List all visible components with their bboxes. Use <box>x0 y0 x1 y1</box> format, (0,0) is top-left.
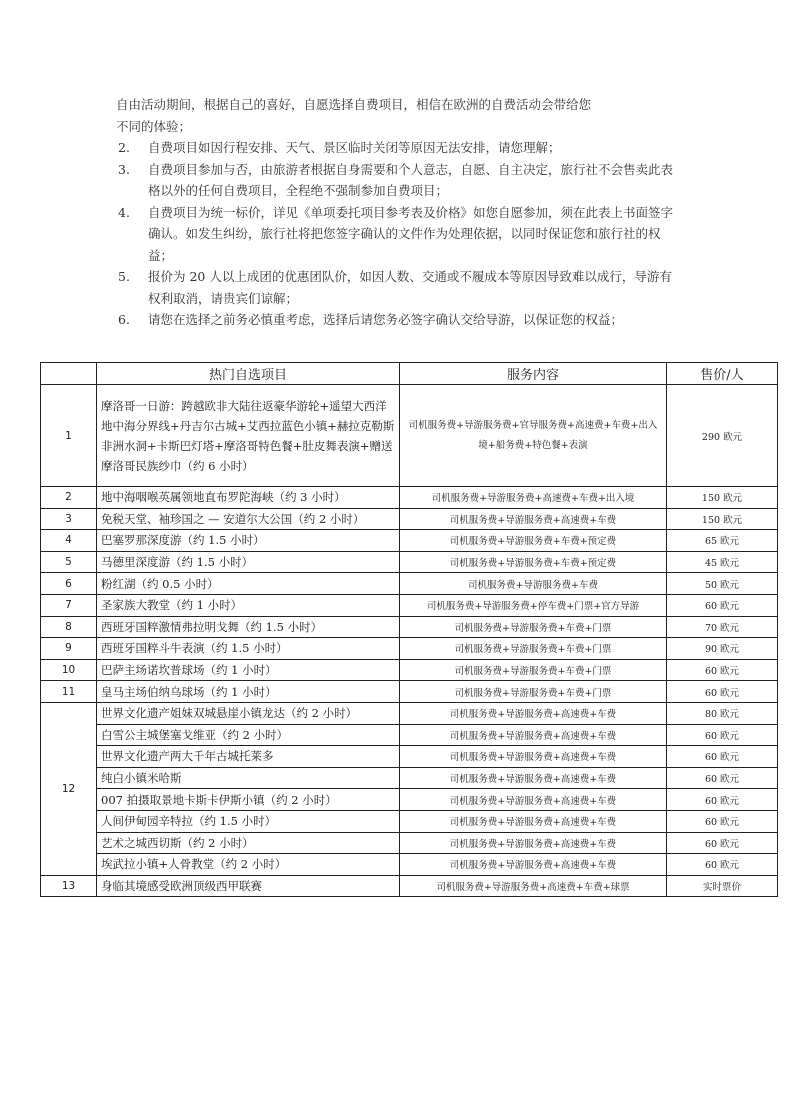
row-number: 13 <box>41 875 97 897</box>
service-content: 司机服务费+导游服务费+车费+预定费 <box>400 551 667 573</box>
table-row <box>41 875 778 897</box>
service-content: 司机服务费+导游服务费+车费+门票 <box>400 638 667 660</box>
service-content: 司机服务费+导游服务费+官导服务费+高速费+车费+出入境+船务费+特色餐+表演 <box>400 385 667 487</box>
price: 60 欧元 <box>667 594 778 616</box>
service-content: 司机服务费+导游服务费+车费+门票 <box>400 681 667 703</box>
service-content: 司机服务费+导游服务费+高速费+车费 <box>400 724 667 746</box>
price: 150 欧元 <box>667 487 778 509</box>
service-content: 司机服务费+导游服务费+车费+门票 <box>400 616 667 638</box>
price: 实时票价 <box>667 875 778 897</box>
table-row <box>41 573 778 595</box>
price: 60 欧元 <box>667 789 778 811</box>
row-number: 6 <box>41 573 97 595</box>
service-content: 司机服务费+导游服务费+车费 <box>400 573 667 595</box>
note-number: 3. <box>118 161 130 177</box>
table-row <box>41 616 778 638</box>
item-name: 世界文化遗产两大千年古城托莱多 <box>97 746 400 768</box>
table-row <box>41 508 778 530</box>
item-name: 西班牙国粹斗牛表演（约 1.5 小时） <box>97 638 400 660</box>
row-number: 1 <box>41 385 97 487</box>
service-content: 司机服务费+导游服务费+车费+预定费 <box>400 530 667 552</box>
table-row <box>41 594 778 616</box>
row-number: 7 <box>41 594 97 616</box>
service-content: 司机服务费+导游服务费+高速费+车费 <box>400 767 667 789</box>
price: 70 欧元 <box>667 616 778 638</box>
note-item <box>116 266 676 309</box>
price: 50 欧元 <box>667 573 778 595</box>
price: 60 欧元 <box>667 681 778 703</box>
service-content: 司机服务费+导游服务费+高速费+车费+出入境 <box>400 487 667 509</box>
item-name: 埃武拉小镇+人骨教堂（约 2 小时） <box>97 854 400 876</box>
service-content: 司机服务费+导游服务费+高速费+车费 <box>400 832 667 854</box>
row-number: 2 <box>41 487 97 509</box>
note-text: 报价为 20 人以上成团的优惠团队价，如因人数、交通或不履成本等原因导致难以成行，导游有权利取消，请贵宾们谅解； <box>148 269 672 306</box>
table-row <box>41 530 778 552</box>
table-header-row <box>41 363 778 385</box>
table-row <box>41 385 778 487</box>
price: 65 欧元 <box>667 530 778 552</box>
service-content: 司机服务费+导游服务费+高速费+车费 <box>400 789 667 811</box>
note-item <box>116 202 676 267</box>
item-name: 巴萨主场诺坎普球场（约 1 小时） <box>97 659 400 681</box>
price: 60 欧元 <box>667 810 778 832</box>
note-item <box>116 137 676 159</box>
table-row <box>41 746 778 768</box>
note-number: 4. <box>118 204 130 220</box>
row-number: 12 <box>41 702 97 875</box>
row-number: 10 <box>41 659 97 681</box>
table-row <box>41 487 778 509</box>
table-row <box>41 638 778 660</box>
price: 45 欧元 <box>667 551 778 573</box>
note-item <box>116 309 676 331</box>
service-content: 司机服务费+导游服务费+高速费+车费 <box>400 810 667 832</box>
notes-section <box>116 94 676 331</box>
note-text: 请您在选择之前务必慎重考虑，选择后请您务必签字确认交给导游，以保证您的权益； <box>148 312 624 327</box>
note-number: 6. <box>118 312 130 327</box>
row-number: 5 <box>41 551 97 573</box>
note-intro-line: 自由活动期间，根据自己的喜好，自愿选择自费项目，相信在欧洲的自费活动会带给您 <box>116 97 592 112</box>
row-number: 8 <box>41 616 97 638</box>
note-number: 5. <box>118 269 130 284</box>
table-row <box>41 551 778 573</box>
note-text: 自费项目为统一标价，详见《单项委托项目参考表及价格》如您自愿参加，须在此表上书面签字确认。如发生纠纷，旅行社将把您签字确认的文件作为处理依据，以同时保证您和旅行社的权益； <box>148 204 674 263</box>
note-intro-line: 不同的体验； <box>116 118 192 134</box>
header-service: 服务内容 <box>400 363 667 385</box>
price: 90 欧元 <box>667 638 778 660</box>
note-text: 自费项目如因行程安排、天气、景区临时关闭等原因无法安排，请您理解； <box>148 140 561 155</box>
table-row <box>41 724 778 746</box>
table-row <box>41 659 778 681</box>
table-row <box>41 789 778 811</box>
service-content: 司机服务费+导游服务费+车费+门票 <box>400 659 667 681</box>
row-number: 11 <box>41 681 97 703</box>
item-name: 免税天堂、袖珍国之 — 安道尔大公国（约 2 小时） <box>97 508 400 530</box>
item-name: 身临其境感受欧洲顶级西甲联赛 <box>97 875 400 897</box>
item-name: 圣家族大教堂（约 1 小时） <box>97 594 400 616</box>
service-content: 司机服务费+导游服务费+高速费+车费 <box>400 702 667 724</box>
header-no <box>41 363 97 385</box>
service-content: 司机服务费+导游服务费+高速费+车费 <box>400 854 667 876</box>
item-name: 007 拍摄取景地卡斯卡伊斯小镇（约 2 小时） <box>97 789 400 811</box>
service-content: 司机服务费+导游服务费+高速费+车费 <box>400 508 667 530</box>
price: 60 欧元 <box>667 767 778 789</box>
item-name: 巴塞罗那深度游（约 1.5 小时） <box>97 530 400 552</box>
item-name: 摩洛哥一日游：跨越欧非大陆往返豪华游轮+遥望大西洋地中海分界线+丹吉尔古城+艾西拉蓝色小镇+赫拉克勒斯非洲水洞+卡斯巴灯塔+摩洛哥特色餐+肚皮舞表演+赠送摩洛哥民族纱巾（约 6 小时） <box>97 385 400 487</box>
price: 60 欧元 <box>667 724 778 746</box>
note-number: 2. <box>118 140 130 155</box>
item-name: 艺术之城西切斯（约 2 小时） <box>97 832 400 854</box>
item-name: 皇马主场伯纳乌球场（约 1 小时） <box>97 681 400 703</box>
row-number: 9 <box>41 638 97 660</box>
item-name: 马德里深度游（约 1.5 小时） <box>97 551 400 573</box>
item-name: 纯白小镇米哈斯 <box>97 767 400 789</box>
table-row <box>41 767 778 789</box>
note-item <box>116 159 676 202</box>
item-name: 人间伊甸园辛特拉（约 1.5 小时） <box>97 810 400 832</box>
item-name: 世界文化遗产姐妹双城悬崖小镇龙达（约 2 小时） <box>97 702 400 724</box>
header-price: 售价/人 <box>667 363 778 385</box>
item-name: 西班牙国粹激情弗拉明戈舞（约 1.5 小时） <box>97 616 400 638</box>
header-item: 热门自选项目 <box>97 363 400 385</box>
price: 60 欧元 <box>667 832 778 854</box>
service-content: 司机服务费+导游服务费+高速费+车费 <box>400 746 667 768</box>
note-text: 自费项目参加与否，由旅游者根据自身需要和个人意志，自愿、自主决定，旅行社不会售卖此表格以外的任何自费项目，全程绝不强制参加自费项目； <box>148 161 674 198</box>
item-name: 地中海咽喉英属领地直布罗陀海峡（约 3 小时） <box>97 487 400 509</box>
table-row <box>41 832 778 854</box>
row-number: 4 <box>41 530 97 552</box>
item-name: 白雪公主城堡塞戈维亚（约 2 小时） <box>97 724 400 746</box>
service-content: 司机服务费+导游服务费+高速费+车费+球票 <box>400 875 667 897</box>
row-number: 3 <box>41 508 97 530</box>
price: 60 欧元 <box>667 854 778 876</box>
item-name: 粉红湖（约 0.5 小时） <box>97 573 400 595</box>
service-content: 司机服务费+导游服务费+停车费+门票+官方导游 <box>400 594 667 616</box>
price: 150 欧元 <box>667 508 778 530</box>
table-row <box>41 681 778 703</box>
table-row <box>41 702 778 724</box>
table-row <box>41 810 778 832</box>
table-row <box>41 854 778 876</box>
price: 60 欧元 <box>667 746 778 768</box>
optional-items-table <box>40 362 778 897</box>
price: 80 欧元 <box>667 702 778 724</box>
price: 290 欧元 <box>667 385 778 487</box>
price: 60 欧元 <box>667 659 778 681</box>
